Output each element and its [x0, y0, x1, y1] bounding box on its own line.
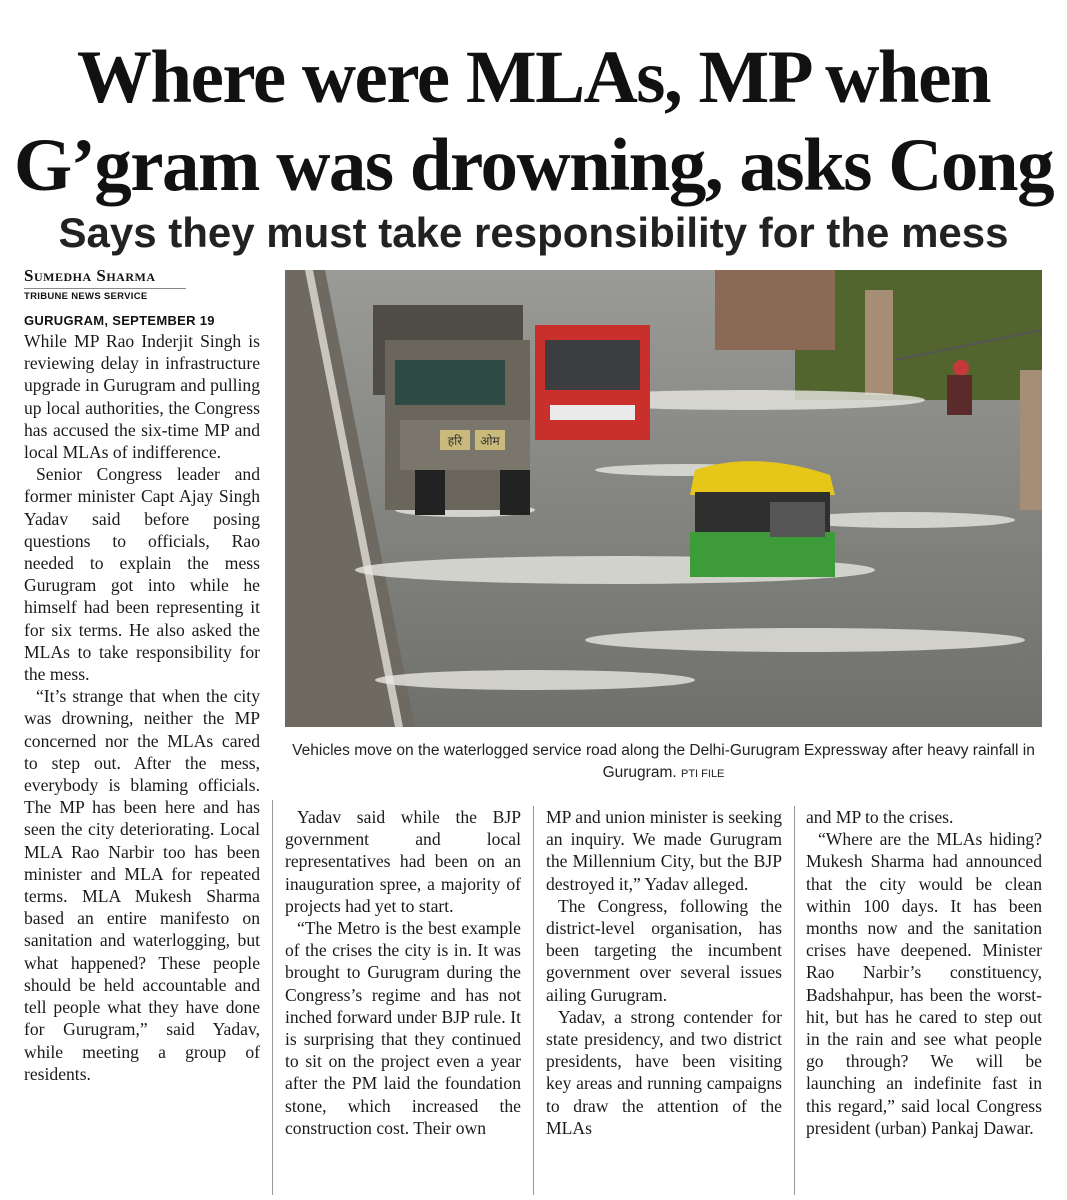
truck-plate-right: ओम [480, 434, 500, 448]
paragraph: and MP to the crises. [806, 807, 954, 827]
news-photo [285, 270, 1042, 727]
paragraph: Senior Congress leader and former minister Capt Ajay Singh Yadav said before posing questions to officials, Rao needed to explain the mess Gurugram got into while he himself had been representing it for six terms. He also asked the MLAs to take responsibility for the mess. [24, 464, 260, 685]
article-column-2 [285, 806, 521, 1139]
photo-credit: PTI FILE [681, 768, 725, 780]
byline-service: TRIBUNE NEWS SERVICE [24, 288, 186, 302]
article-column-1 [24, 330, 260, 1085]
column-rule [272, 800, 273, 1195]
column-rule [533, 806, 534, 1195]
paragraph: “It’s strange that when the city was drowning, neither the MP concerned nor the MLAs cared to step out. After the mess, everybody is blaming officials. The MP has been here and has seen the city deteriorating. Local MLA Rao Narbir too has been minister and MLA for repeated terms. MLA Mukesh Sharma based an entire manifesto on sanitation and waterlogging, but what happened? These people should be held accountable and tell people what they have done for Gurugram,” said Yadav, while meeting a group of residents. [24, 686, 260, 1084]
paragraph: The Congress, following the district-level organisation, has been targeting the incumbent government over several issues ailing Gurugram. [546, 895, 782, 1005]
article-column-3 [546, 806, 782, 1139]
article-column-4 [806, 806, 1042, 1139]
truck-plate-left: हरि [447, 434, 463, 448]
red-truck [535, 325, 650, 440]
byline-author: Sumedha Sharma [24, 266, 156, 285]
paragraph: Yadav said while the BJP government and local representatives had been on an inauguration spree, a majority of projects had yet to start. [285, 807, 521, 916]
photo-caption [285, 740, 1042, 785]
paragraph: While MP Rao Inderjit Singh is reviewing delay in infrastructure upgrade in Gurugram and pulling up local authorities, the Congress has accused the six-time MP and local MLAs of indifference. [24, 331, 260, 463]
headline-line-2: G’gram was drowning, asks Cong [13, 124, 1054, 207]
paragraph: Yadav, a strong contender for state presidency, and two district presidents, have been visiting key areas and running campaigns to draw the attention of the MLAs [546, 1006, 782, 1138]
paragraph: “Where are the MLAs hiding? Mukesh Sharma had announced that the city would be clean within 100 days. It has been months now and the sanitation crises have deepened. Minister Rao Narbir’s constituency, Badshahpur, has been the worst-hit, but has he cared to step out in the rain and see what people go through? We will be launching an indefinite fast in this regard,” said local Congress president (urban) Pankaj Dawar. [806, 829, 1042, 1138]
truck [373, 305, 530, 515]
headline-line-1: Where were MLAs, MP when [76, 36, 991, 119]
auto-rickshaw [690, 461, 835, 577]
caption-text: Vehicles move on the waterlogged service road along the Delhi-Gurugram Expressway after heavy rainfall in Gurugram. [292, 742, 1035, 781]
column-rule [794, 806, 795, 1195]
flooded-road-image [285, 270, 1042, 727]
dateline: GURUGRAM, SEPTEMBER 19 [24, 313, 215, 328]
paragraph: MP and union minister is seeking an inquiry. We made Gurugram the Millennium City, but the BJP destroyed it,” Yadav alleged. [546, 807, 782, 894]
subheadline: Says they must take responsibility for the mess [58, 209, 1009, 256]
paragraph: “The Metro is the best example of the crises the city is in. It was brought to Gurugram during the Congress’s regime and has not inched forward under BJP rule. It is surprising that they continued to sit on the project even a year after the PM laid the foundation stone, which increased the construction cost. Their own [285, 918, 521, 1138]
